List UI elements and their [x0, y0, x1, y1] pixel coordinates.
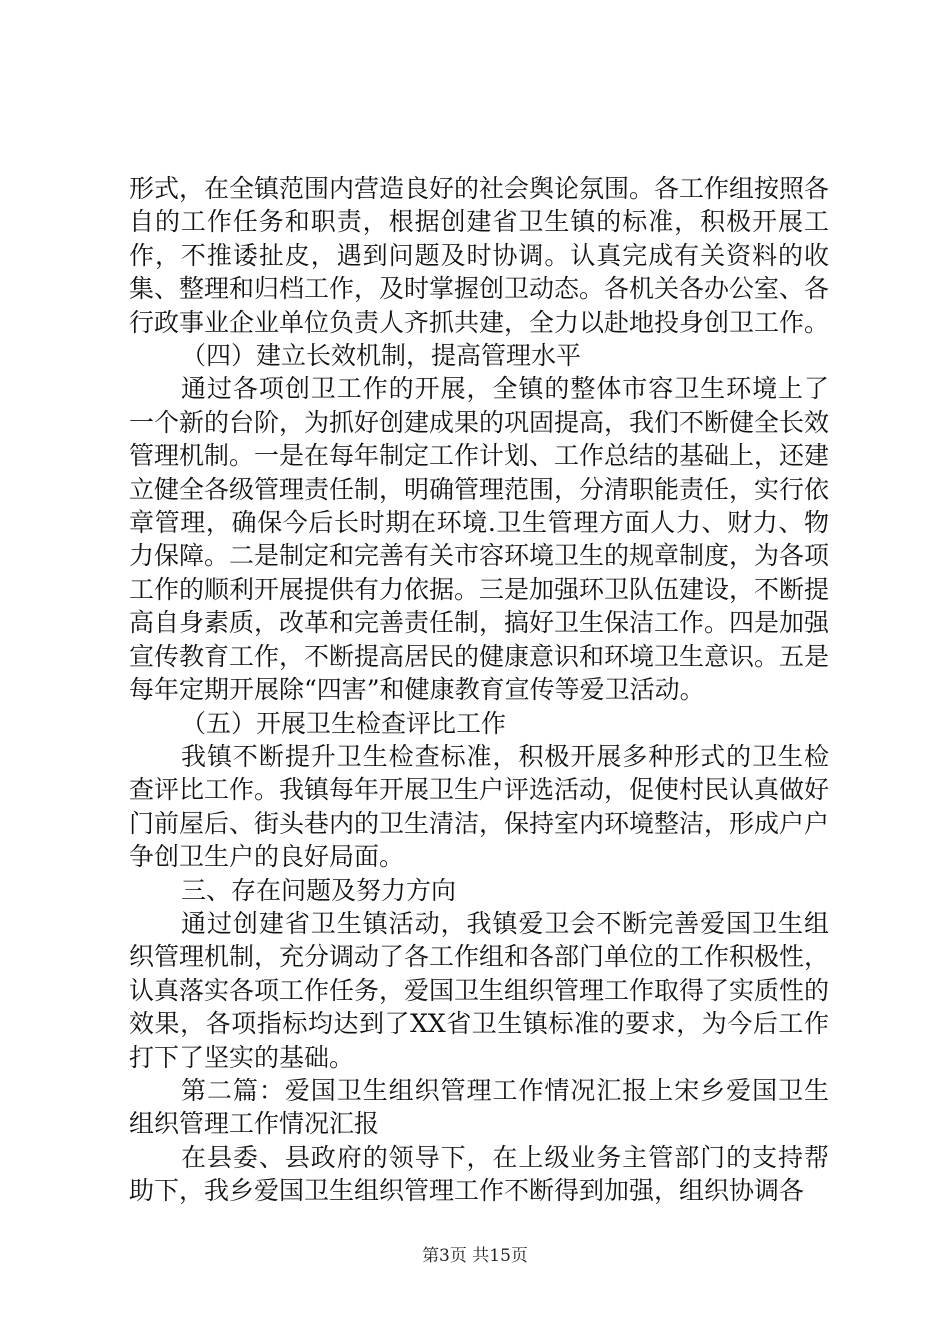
paragraph-inspection: 我镇不断提升卫生检查标准，积极开展多种形式的卫生检查评比工作。我镇每年开展卫生户评选活动，促使村民认真做好门前屋后、街头巷内的卫生清洁，保持室内环境整洁，形成户户争创卫生户的良好局面。 [129, 741, 830, 872]
document-body [129, 172, 829, 1208]
section-heading-3: 三、存在问题及努力方向 [181, 875, 457, 905]
chapter-title-2: 第二篇：爱国卫生组织管理工作情况汇报上宋乡爱国卫生组织管理工作情况汇报 [129, 1075, 829, 1139]
paragraph-intro: 形式，在全镇范围内营造良好的社会舆论氛围。各工作组按照各自的工作任务和职责，根据创建省卫生镇的标准，积极开展工作，不推诿扯皮，遇到问题及时协调。认真完成有关资料的收集、整理和归档工作，及时掌握创卫动态。各机关各办公室、各行政事业企业单位负责人齐抓共建，全力以赴地投身创卫工作。 [129, 174, 830, 337]
paragraph-long-term-mechanism: 通过各项创卫工作的开展，全镇的整体市容卫生环境上了一个新的台阶，为抓好创建成果的巩固提高，我们不断健全长效管理机制。一是在每年制定工作计划、工作总结的基础上，还建立健全各级管理责任制，明确管理范围，分清职能责任，实行依章管理，确保今后长时期在环境.卫生管理方面人力、财力、物力保障。二是制定和完善有关市容环境卫生的规章制度，为各项工作的顺利开展提供有力依据。三是加强环卫队伍建设，不断提高自身素质，改革和完善责任制，搞好卫生保洁工作。四是加强宣传教育工作，不断提高居民的健康意识和环境卫生意识。五是每年定期开展除“四害”和健康教育宣传等爱卫活动。 [129, 374, 830, 705]
paragraph-problems: 通过创建省卫生镇活动，我镇爱卫会不断完善爱国卫生组织管理机制，充分调动了各工作组和各部门单位的工作积极性，认真落实各项工作任务，爱国卫生组织管理工作取得了实质性的效果，各项指标均达到了XX省卫生镇标准的要求，为今后工作打下了坚实的基础。 [129, 908, 830, 1072]
paragraph-chapter-2-intro: 在县委、县政府的领导下，在上级业务主管部门的支持帮助下，我乡爱国卫生组织管理工作不断得到加强，组织协调各 [129, 1142, 829, 1206]
section-heading-5: （五）开展卫生检查评比工作 [181, 708, 507, 738]
section-heading-4: （四）建立长效机制，提高管理水平 [181, 341, 582, 371]
page-footer: 第3页 共15页 [422, 1246, 528, 1266]
